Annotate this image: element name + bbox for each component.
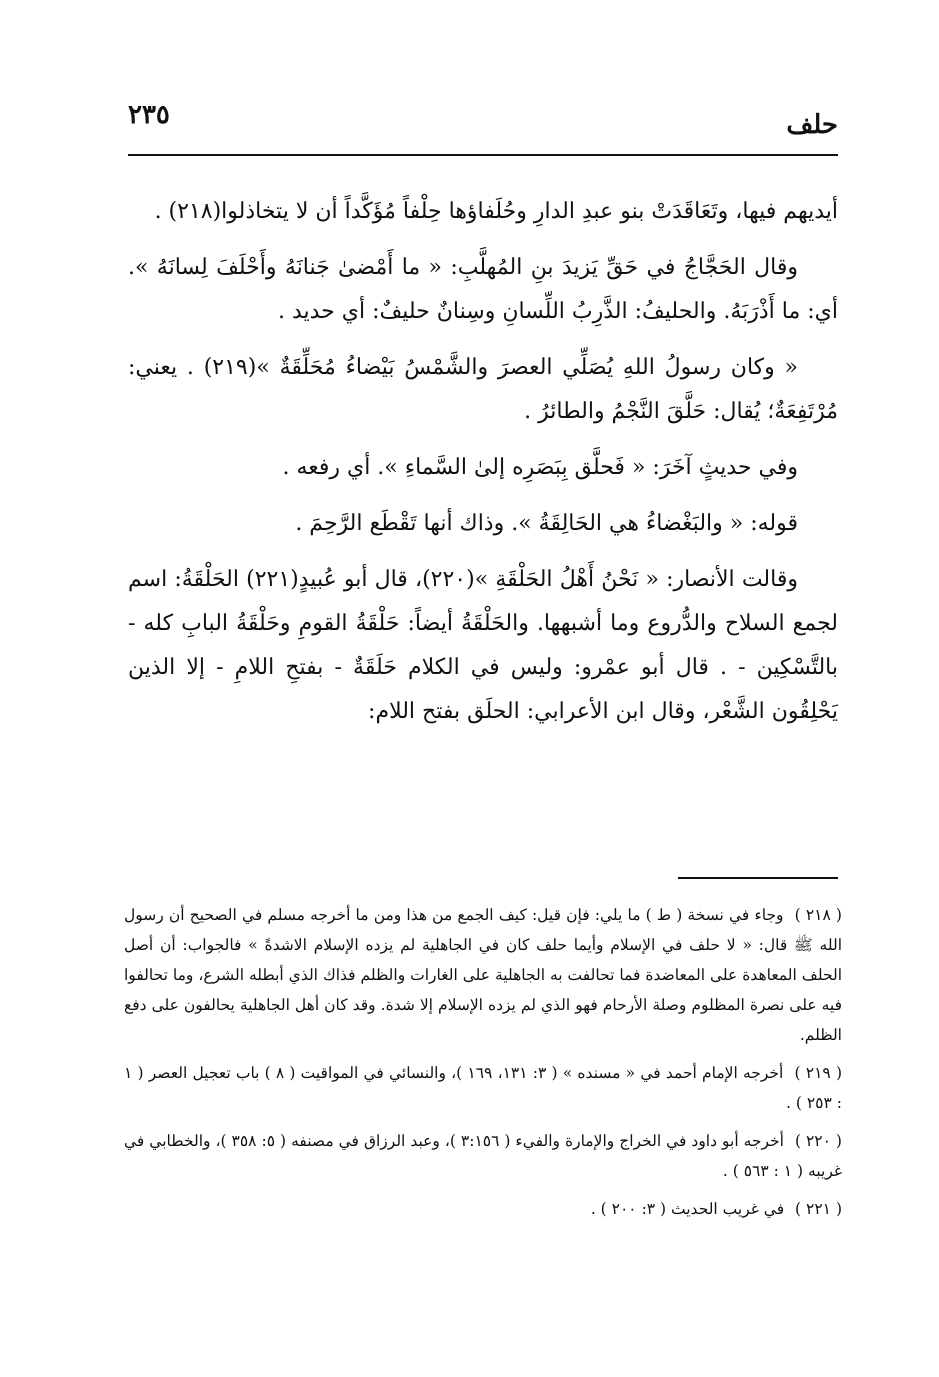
paragraph: « وكان رسولُ اللهِ يُصَلِّي العصرَ والشَّمْسُ بَيْضاءُ مُحَلِّقَةٌ »(٢١٩) . يعني: مُرْتَفِعَةٌ؛ يُقال: حَلَّقَ النَّجْمُ والطائرُ . <box>128 355 838 424</box>
footnote-number: ( ٢٢٠ ) <box>794 1132 842 1150</box>
footnote-divider <box>678 877 838 879</box>
footnote-text: أخرجه أبو داود في الخراج والإمارة والفيء ( ٣:١٥٦ )، وعبد الرزاق في مصنفه ( ٥: ٣٥٨ )، والخطابي في غريبه ( ١ : ٥٦٣ ) . <box>124 1132 842 1180</box>
paragraph: أيديهم فيها، وتَعَاقَدَتْ بنو عبدِ الدارِ وحُلَفاؤها حِلْفاً مُؤَكَّداً أن لا يتخاذلوا(٢١٨) . <box>154 199 838 224</box>
footnote-number: ( ٢١٨ ) <box>794 906 842 924</box>
footnote-number: ( ٢١٩ ) <box>794 1064 843 1082</box>
paragraph: وقال الحَجَّاجُ في حَقِّ يَزيدَ بنِ المُهلَّبِ: « ما أَمْضىٰ جَنانَهُ وأَحْلَفَ لِسانَهُ ». أي: ما أَذْرَبَهُ. والحليفُ: الذَّرِبُ اللِّسانِ وسِنانٌ حليفٌ: أي حديد . <box>128 255 838 324</box>
running-head: حلف <box>786 110 838 140</box>
footnote-text: وجاء في نسخة ( ط ) ما يلي: فإن قيل: كيف الجمع من هذا ومن ما أخرجه مسلم في الصحيح أن رسول الله ﷺ قال: « لا حلف في الإسلام وأيما حلف كان في الجاهلية لم يزده الإسلام الاشدةً » فالجواب: أن أصل الحلف المعاهدة على المعاضدة فما تحالفت به الجاهلية على الغارات والظلم فذاك الذي أبطله الشرع، وما تحالفوا فيه على نصرة المظلوم وصلة الأرحام فهو الذي لم يزده الإسلام إلا شدة. وقد كان أهل الجاهلية يحالفون على دفع الظلم. <box>124 906 842 1044</box>
paragraph: وفي حديثٍ آخَرَ: « فَحلَّق بِبَصَرِه إلىٰ السَّماءِ ». أي رفعه . <box>282 455 798 480</box>
footnotes <box>124 900 842 1232</box>
footnote-number: ( ٢٢١ ) <box>795 1200 842 1218</box>
page-number: ٢٣٥ <box>128 100 170 130</box>
paragraph: وقالت الأنصار: « نَحْنُ أَهْلُ الحَلْقَةِ »(٢٢٠)، قال أبو عُبيدٍ(٢٢١) الحَلْقَةُ: اسم لجمع السلاح والدُّروع وما أشبهها. والحَلْقَةُ أيضاً: حَلْقَةُ القومِ وحَلْقَةُ البابِ كله - بالتَّسْكِين - . قال أبو عمْرو: وليس في الكلام حَلَقَةٌ - بفتحِ اللامِ - إلا الذين يَحْلِقُون الشَّعْر، وقال ابن الأعرابي: الحلَق بفتح اللام: <box>128 567 838 724</box>
footnote <box>124 1194 842 1224</box>
main-text <box>128 190 838 746</box>
header-divider <box>128 154 838 156</box>
footnote <box>124 1126 842 1186</box>
footnote <box>124 900 842 1050</box>
footnote-text: أخرجه الإمام أحمد في « مسنده » ( ٣: ١٣١، ١٦٩ )، والنسائي في المواقيت ( ٨ ) باب تعجيل العصر ( ١ : ٢٥٣ ) . <box>124 1064 842 1112</box>
footnote-text: في غريب الحديث ( ٣: ٢٠٠ ) . <box>590 1200 785 1218</box>
footnote <box>124 1058 842 1118</box>
page-header <box>128 92 838 154</box>
paragraph: قوله: « والبَغْضاءُ هي الحَالِقَةُ ». وذاك أنها تَقْطَع الرَّحِمَ . <box>295 511 798 536</box>
